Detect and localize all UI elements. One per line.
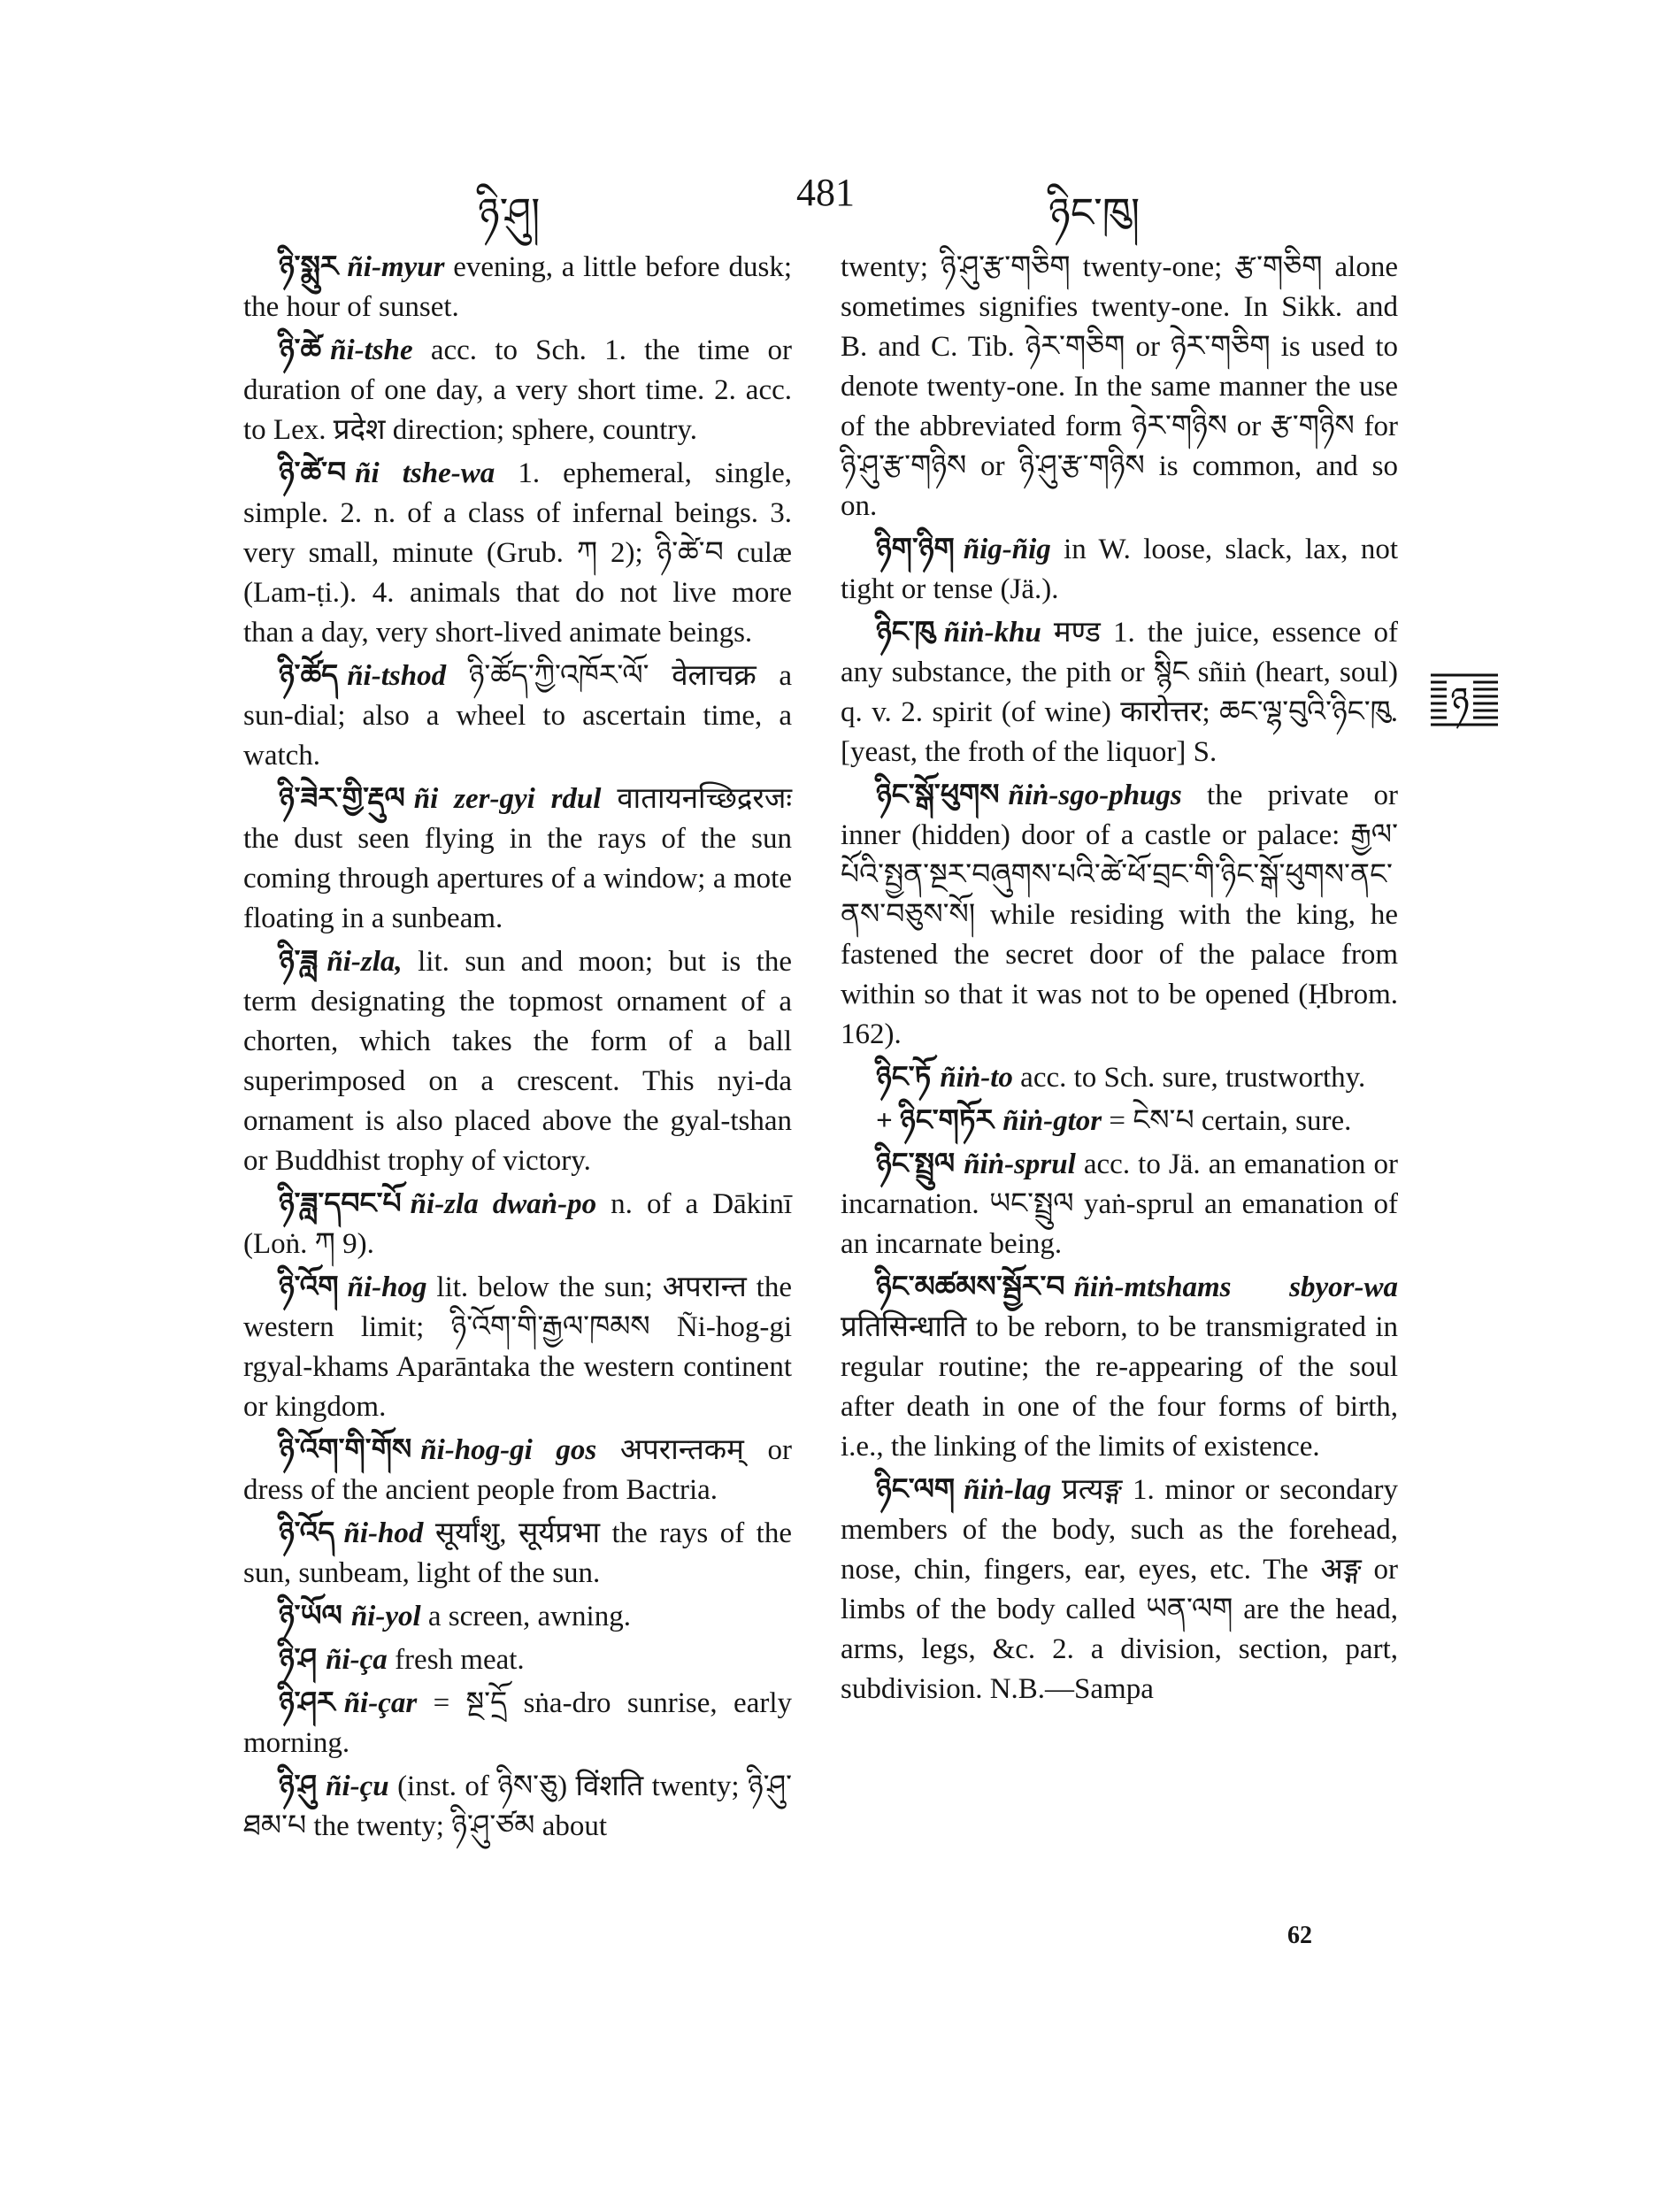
entry-transliteration: ñi-hog — [347, 1271, 427, 1303]
dictionary-entry — [841, 613, 1398, 772]
entry-headword: ཉི་ཚེ་བ — [279, 457, 347, 489]
entry-transliteration: ñiṅ-khu — [943, 617, 1041, 649]
entry-headword: ཉི་ཡོལ — [279, 1601, 342, 1632]
entry-transliteration: ñiṅ-to — [940, 1062, 1013, 1094]
entry-definition: 1. ephemeral, single, simple. 2. n. of a class of infernal beings. 3. very small, minute (Grub. ཀ 2); ཉི་ཚེ་བ culæ (Lam-ṭi.). 4. animals that do not live more than a day, very short-lived animate beings. — [243, 457, 792, 649]
entry-transliteration: ñi zer-gyi rdul — [413, 783, 602, 815]
entry-headword: ཉི་འོག — [279, 1271, 339, 1303]
dictionary-entry — [243, 1185, 792, 1264]
dictionary-entry — [243, 454, 792, 653]
dictionary-entry — [841, 1102, 1398, 1141]
entry-definition: सूर्यांशु, सूर्यप्रभा the rays of the sun, sunbeam, light of the sun. — [243, 1517, 792, 1589]
dictionary-entry — [243, 1640, 792, 1680]
dictionary-entry — [841, 776, 1398, 1055]
dictionary-entry — [243, 1268, 792, 1427]
entry-headword: ཉིག་ཉིག — [876, 534, 955, 565]
dictionary-entry — [243, 331, 792, 450]
entry-headword: ཉིང་ལག — [876, 1474, 956, 1506]
entry-transliteration: ñiṅ-mtshams sbyor-wa — [1073, 1271, 1398, 1303]
entry-headword: ཉི་འོད — [279, 1517, 335, 1549]
dictionary-entry — [243, 1597, 792, 1637]
entry-headword: ཉིང་ཏོ — [876, 1062, 932, 1094]
entry-transliteration: ñi-zla dwaṅ-po — [410, 1188, 597, 1220]
right-column — [841, 248, 1398, 1713]
entry-definition: अपरान्तकम् or dress of the ancient people from Bactria. — [243, 1434, 792, 1506]
entry-definition: the private or inner (hidden) door of a castle or palace: རྒྱལ་པོའི་སྤྱན་སྔར་བཞུགས་པའི་ཚེ་ཕོ་བྲང་གི་ཉིང་སྒོ་ཕུགས་ནང་ནས་བཅུས་སོ། while residing with the king, he fastened the secret door of the palace from within so that it was not to be opened (Ḥbrom. 162). — [841, 780, 1398, 1050]
entry-definition: acc. to Sch. sure, trustworthy. — [1020, 1062, 1366, 1094]
entry-headword: ཉིང་ཁུ — [876, 617, 935, 649]
entry-definition: मण्ड 1. the juice, essence of any substance, the pith or སྙིང sñiṅ (heart, soul) q. v. 2. spirit (of wine) कारोत्तर; ཆང་ལྷ་བུའི་ཉིང་ཁུ. [yeast, the froth of the liquor] S. — [841, 617, 1399, 768]
entry-transliteration: ñi-yol — [350, 1601, 421, 1632]
entry-definition: lit. below the sun; अपरान्त the western limit; ཉི་འོག་གི་རྒྱལ་ཁམས Ñi-hog-gi rgyal-khams Aparāntaka the western continent or kingdom. — [243, 1271, 792, 1423]
dictionary-entry — [841, 1058, 1398, 1098]
entry-definition: = སྔ་དྲོ sṅa-dro sunrise, early morning. — [243, 1687, 792, 1759]
entry-transliteration: ñi-tshod — [347, 660, 447, 692]
entry-headword: ཉི་ཟླ་དབང་པོ — [279, 1188, 402, 1220]
dictionary-entry — [841, 530, 1398, 610]
entry-transliteration: ñi-hod — [343, 1517, 424, 1549]
entry-headword: ཉིང་མཚམས་སྦྱོར་བ — [876, 1271, 1065, 1303]
dictionary-entry — [841, 1268, 1398, 1467]
entry-headword: ཉི་ཟླ — [279, 946, 319, 978]
entry-definition: evening, a little before dusk; the hour of sunset. — [243, 251, 792, 323]
entry-transliteration: ñig-ñig — [963, 534, 1051, 565]
entry-definition: प्रतिसिन्धाति to be reborn, to be transmigrated in regular routine; the re-appearing of the soul after death in one of the four forms of birth, i.e., the linking of the limits of existence. — [841, 1311, 1398, 1463]
dictionary-entry — [243, 1431, 792, 1510]
entry-transliteration: ñi tshe-wa — [355, 457, 495, 489]
dictionary-entry — [243, 1514, 792, 1594]
entry-transliteration: ñiṅ-lag — [964, 1474, 1052, 1506]
entry-headword: ཉི་འོག་གི་གོས — [279, 1434, 412, 1466]
entry-headword: ཉི་ཚེ — [279, 334, 322, 366]
guide-word-right: ཉིང་ཁུ། — [1048, 190, 1141, 235]
entry-transliteration: ñi-ça — [326, 1644, 388, 1676]
thumb-index-icon — [1429, 668, 1500, 730]
entry-headword: ཉི་ཚོད — [279, 660, 339, 692]
entry-headword: + ཉིང་གཏོར — [876, 1105, 995, 1137]
entry-transliteration: ñiṅ-sgo-phugs — [1008, 780, 1182, 811]
entry-headword: ཉིང་སྤྲུལ — [876, 1148, 956, 1180]
thumb-index-marker — [1429, 668, 1500, 730]
entry-definition: वातायनच्छिद्ररजः the dust seen flying in the rays of the sun coming through apertures of a window; a mote floating in a sunbeam. — [243, 783, 793, 934]
entry-transliteration: ñiṅ-gtor — [1002, 1105, 1102, 1137]
entry-definition: n. of a Dākinī (Loṅ. ཀ 9). — [243, 1188, 793, 1260]
dictionary-entry — [243, 942, 792, 1181]
entry-definition: lit. sun and moon; but is the term designating the topmost ornament of a chorten, which takes the form of a ball superimposed on a crescent. This nyi-da ornament is also placed above the gyal-tshan or Buddhist trophy of victory. — [243, 946, 792, 1177]
dictionary-entry — [243, 780, 792, 939]
dictionary-entry — [243, 248, 792, 327]
entry-headword: ཉི་ཤར — [279, 1687, 335, 1719]
entry-definition: in W. loose, slack, lax, not tight or tense (Jä.). — [841, 534, 1399, 605]
dictionary-entry — [243, 657, 792, 776]
entry-definition: ཉི་ཚོད་ཀྱི་འཁོར་ལོ་ वेलाचक्र a sun-dial; also a wheel to ascertain time, a watch. — [243, 660, 793, 772]
entry-definition: acc. to Jä. an emanation or incarnation. ཡང་སྤྲུལ yaṅ-sprul an emanation of an incarnate being. — [841, 1148, 1398, 1260]
entry-definition: प्रत्यङ्ग 1. minor or secondary members of the body, such as the forehead, nose, chin, fingers, ear, eyes, etc. The अङ्ग or limbs of the body called ཡན་ལག are the head, arms, legs, &c. 2. a division, section, part, subdivision. N.B.—Sampa — [841, 1474, 1399, 1705]
entry-definition: twenty; ཉི་ཤུ་རྩ་གཅིག twenty-one; རྩ་གཅིག alone sometimes signifies twenty-one. In Sikk. and B. and C. Tib. ཉེར་གཅིག or ཉེར་གཅིག is used to denote twenty-one. In the same manner the use of the abbreviated form ཉེར་གཉིས or རྩ་གཉིས for ཉི་ཤུ་རྩ་གཉིས or ཉི་ཤུ་རྩ་གཉིས is common, and so on. — [841, 251, 1398, 522]
left-column — [243, 248, 792, 1850]
entry-transliteration: ñi-tshe — [330, 334, 413, 366]
entry-transliteration: ñi-myur — [347, 251, 445, 283]
entry-transliteration: ñi-çu — [326, 1770, 389, 1802]
entry-definition: acc. to Sch. 1. the time or duration of one day, a very short time. 2. acc. to Lex. प्रदेश direction; sphere, country. — [243, 334, 793, 446]
entry-headword: ཉི་ཟེར་གྱི་རྡུལ — [279, 783, 405, 815]
thumb-index-label: ཉ — [1450, 680, 1470, 721]
entry-transliteration: ñi-zla, — [326, 946, 403, 978]
dictionary-entry — [841, 1471, 1398, 1709]
page-number: 481 — [796, 171, 855, 214]
dictionary-entry — [243, 1684, 792, 1763]
dictionary-entry — [841, 248, 1398, 526]
entry-headword: ཉི་ཤུ — [279, 1770, 318, 1802]
entry-definition: = ངེས་པ certain, sure. — [1109, 1105, 1352, 1137]
entry-headword: ཉི་ཤ — [279, 1644, 318, 1676]
signature-mark: 62 — [1287, 1922, 1312, 1949]
entry-transliteration: ñiṅ-sprul — [964, 1148, 1076, 1180]
entry-definition: fresh meat. — [395, 1644, 525, 1676]
guide-word-left: ཉི་ཤུ། — [478, 190, 541, 235]
entry-definition: a screen, awning. — [427, 1601, 631, 1632]
dictionary-entry — [243, 1767, 792, 1847]
page-header — [239, 168, 1407, 235]
entry-headword: ཉིང་སྒོ་ཕུགས — [876, 780, 1000, 811]
entry-definition: (inst. of ཉིས་ཅུ) विंशति twenty; ཉི་ཤུ་ཐམ་པ the twenty; ཉི་ཤུ་ཙམ about — [243, 1770, 793, 1842]
entry-transliteration: ñi-hog-gi gos — [420, 1434, 597, 1466]
entry-transliteration: ñi-çar — [343, 1687, 418, 1719]
dictionary-entry — [841, 1145, 1398, 1264]
entry-headword: ཉི་སྨུར — [279, 251, 339, 283]
